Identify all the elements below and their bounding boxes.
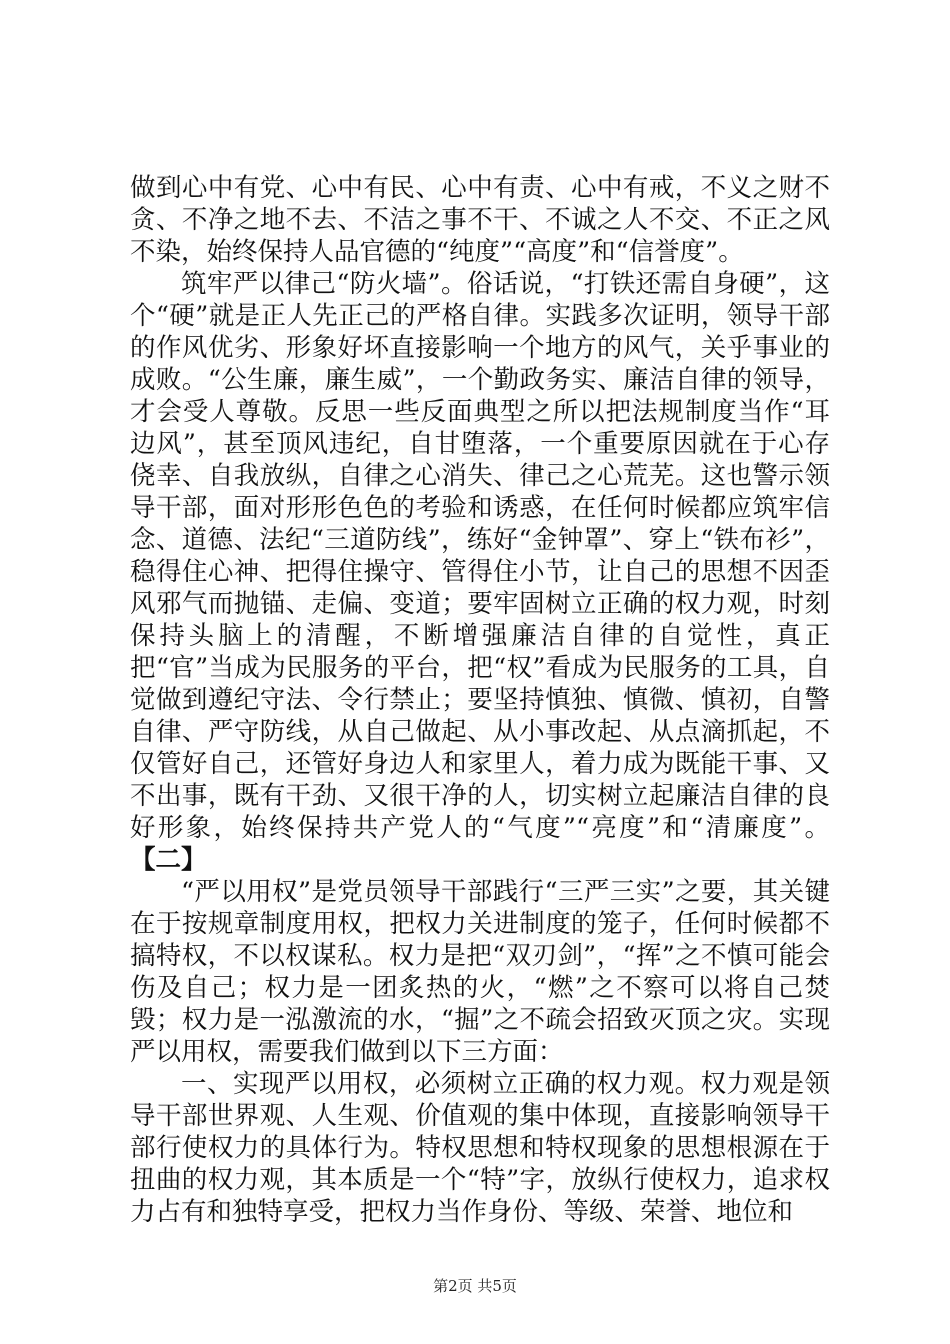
paragraph-4: 一、实现严以用权，必须树立正确的权力观。权力观是领导干部世界观、人生观、价值观的集中体现，直接影响领导干部行使权力的具体行为。特权思想和特权现象的思想根源在于扭曲的权力观，其本质是一个“特”字，放纵行使权力，追求权力占有和独特享受，把权力当作身份、等级、荣誉、地位和 bbox=[130, 1069, 830, 1227]
paragraph-2 bbox=[130, 268, 830, 876]
paragraph-2-text: 筑牢严以律己“防火墙”。俗话说，“打铁还需自身硬”，这个“硬”就是正人先正己的严格自律。实践多次证明，领导干部的作风优劣、形象好坏直接影响一个地方的风气，关乎事业的成败。“公生廉，廉生威”，一个勤政务实、廉洁自律的领导，才会受人尊敬。反思一些反面典型之所以把法规制度当作“耳边风”，甚至顶风违纪，自甘堕落，一个重要原因就在于心存侥幸、自我放纵，自律之心消失、律己之心荒芜。这也警示领导干部，面对形形色色的考验和诱惑，在任何时候都应筑牢信念、道德、法纪“三道防线”，练好“金钟罩”、穿上“铁布衫”，稳得住心神、把得住操守、管得住小节，让自己的思想不因歪风邪气而抛锚、走偏、变道；要牢固树立正确的权力观，时刻保持头脑上的清醒，不断增强廉洁自律的自觉性，真正把“官”当成为民服务的平台，把“权”看成为民服务的工具，自觉做到遵纪守法、令行禁止；要坚持慎独、慎微、慎初，自警自律、严守防线，从自己做起、从小事改起、从点滴抓起，不仅管好自己，还管好身边人和家里人，着力成为既能干事、又不出事，既有干劲、又很干净的人，切实树立起廉洁自律的良好形象，始终保持共产党人的“气度”“亮度”和“清廉度”。 bbox=[130, 269, 830, 843]
section-marker: 【二】 bbox=[130, 845, 207, 875]
document-body bbox=[130, 172, 830, 1228]
page-footer: 第2页 共5页 bbox=[433, 1277, 517, 1295]
paragraph-3: “严以用权”是党员领导干部践行“三严三实”之要，其关键在于按规章制度用权，把权力关进制度的笼子，任何时候都不搞特权，不以权谋私。权力是把“双刃剑”，“挥”之不慎可能会伤及自己；权力是一团炙热的火，“燃”之不察可以将自己焚毁；权力是一泓激流的水，“掘”之不疏会招致灭顶之灾。实现严以用权，需要我们做到以下三方面： bbox=[130, 877, 830, 1067]
paragraph-1: 做到心中有党、心中有民、心中有责、心中有戒，不义之财不贪、不净之地不去、不洁之事不干、不诚之人不交、不正之风不染，始终保持人品官德的“纯度”“高度”和“信誉度”。 bbox=[130, 173, 830, 267]
